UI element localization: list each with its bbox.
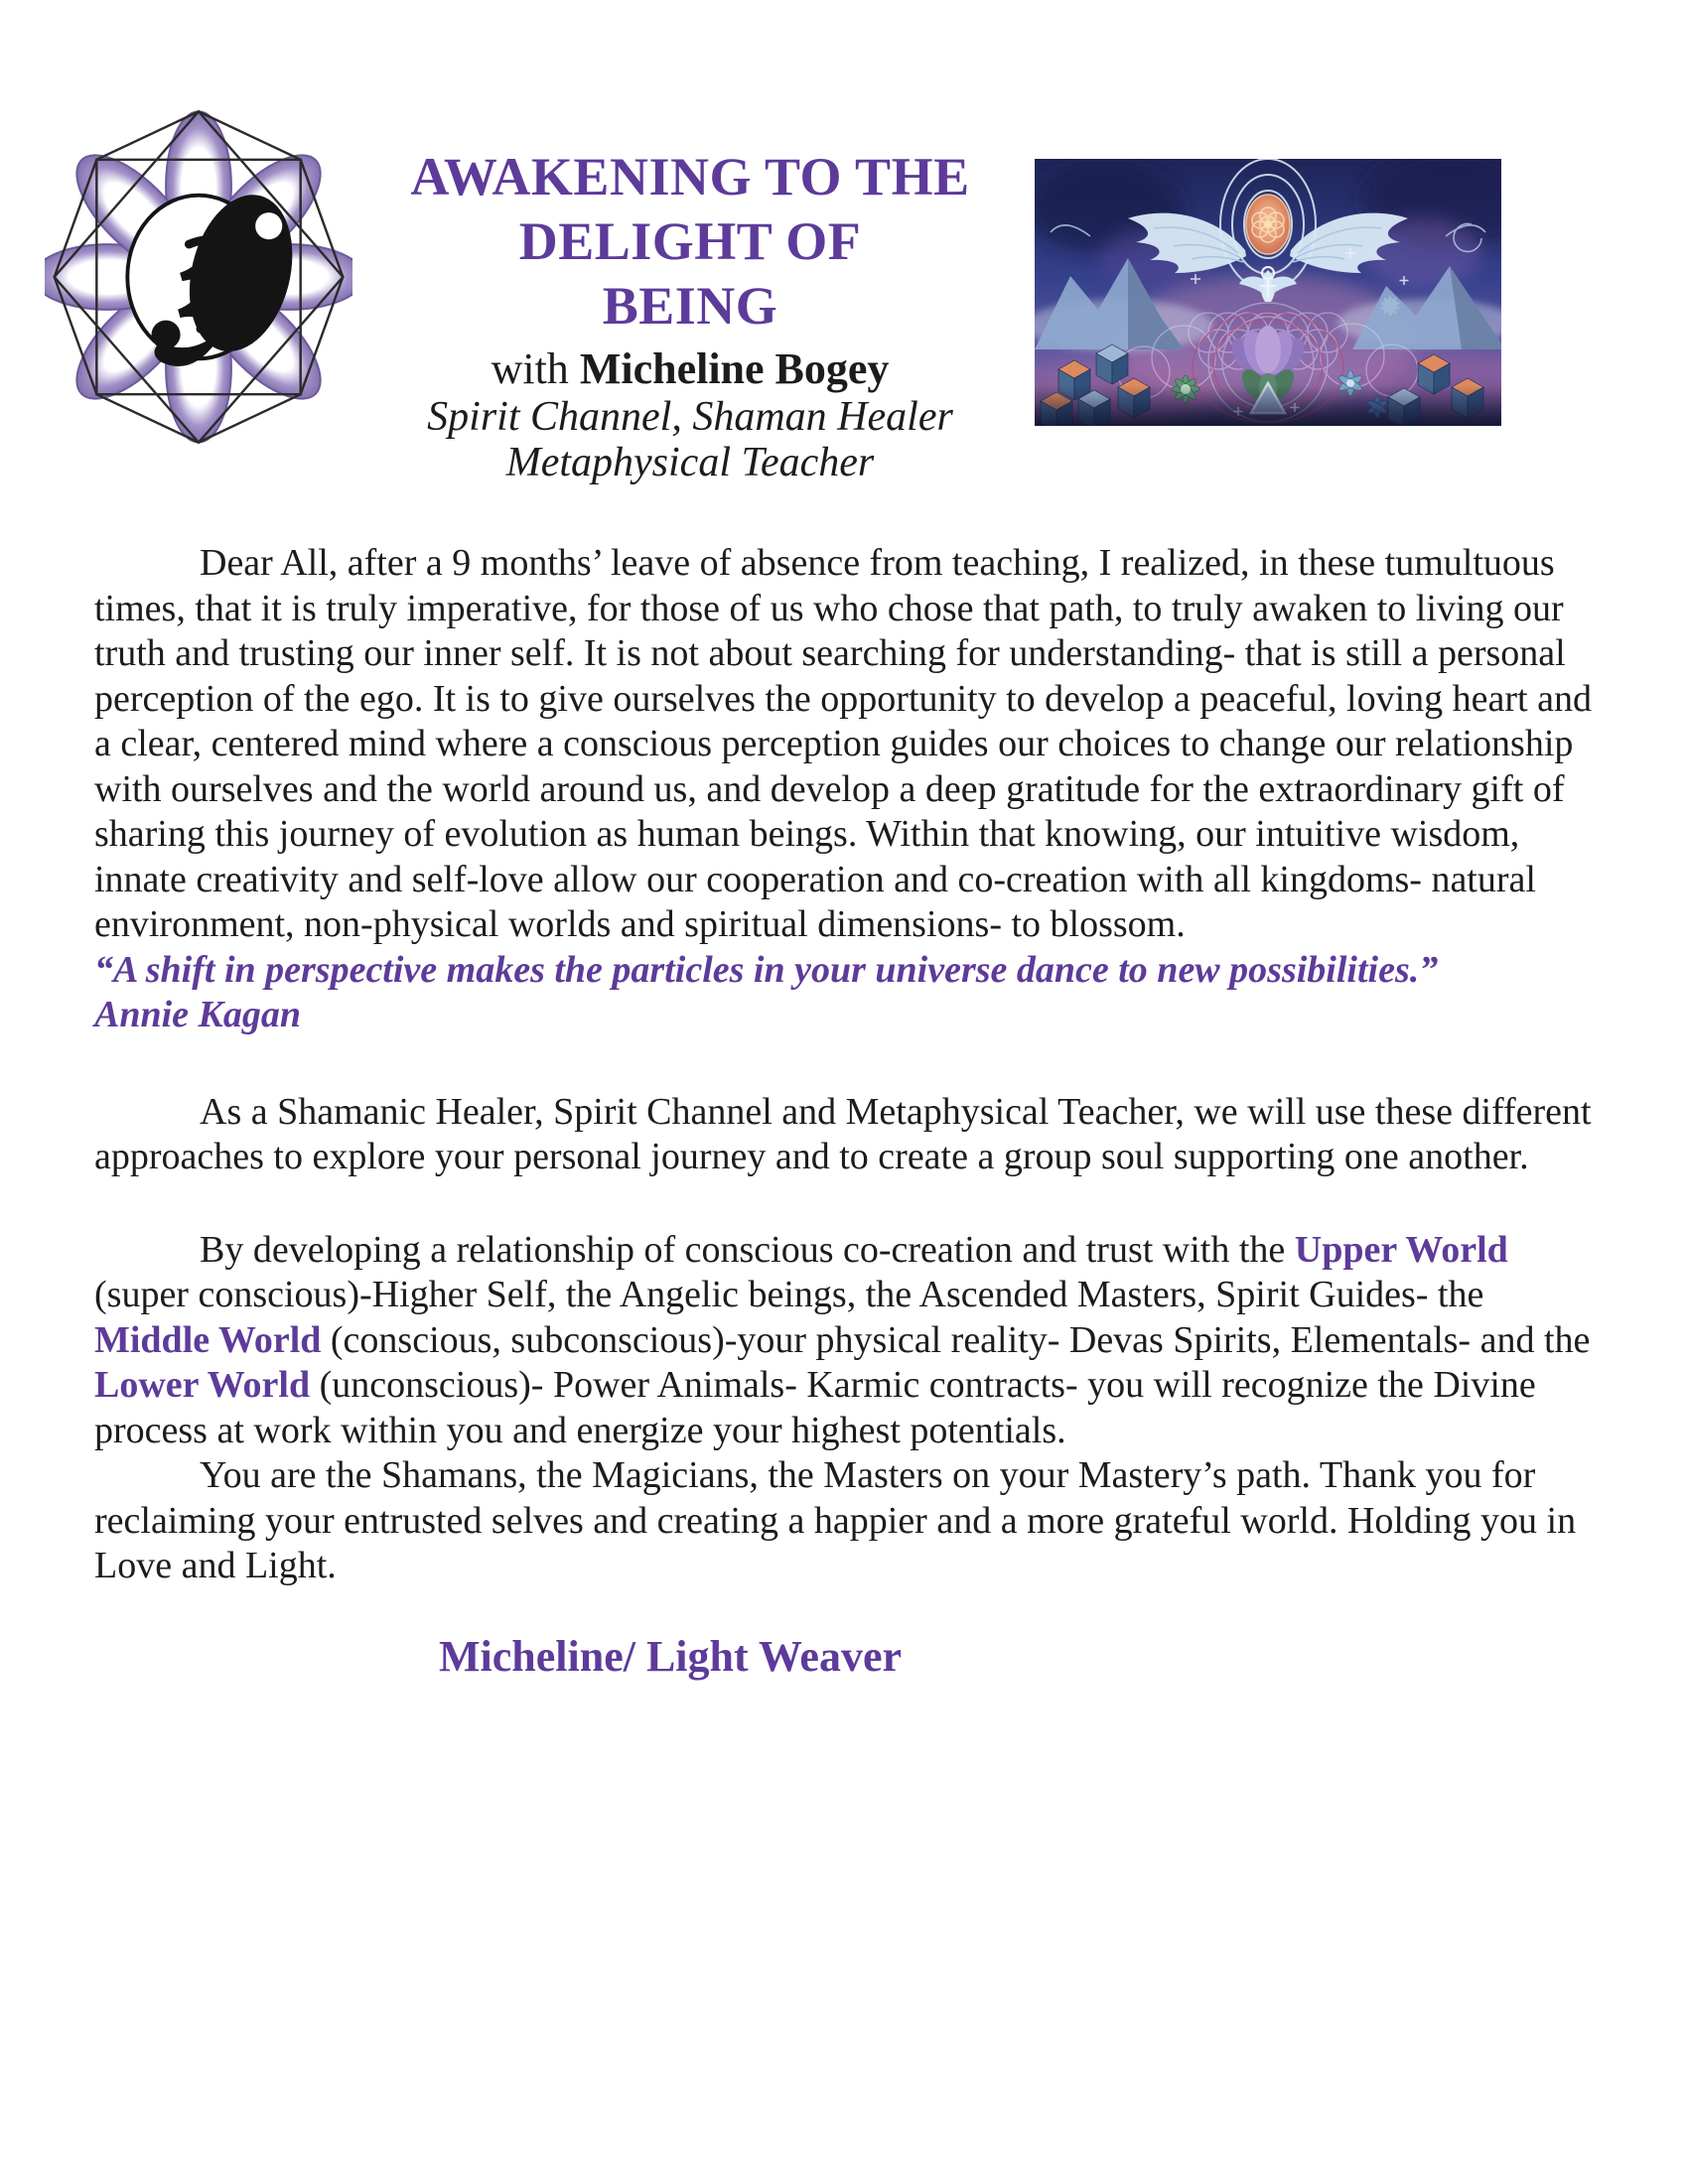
author-name: Micheline Bogey: [579, 344, 890, 393]
title-line-3: BEING: [602, 276, 778, 336]
byline: [367, 344, 1013, 394]
lotus-mandala-octagram-icon: [45, 102, 352, 452]
worlds-segment-3: (conscious, subconscious)-your physical reality- Devas Spirits, Elementals- and the: [321, 1318, 1591, 1361]
worlds-segment-2: (super conscious)-Higher Self, the Angelic beings, the Ascended Masters, Spirit Guides- the: [94, 1274, 1484, 1315]
paragraph-intro: Dear All, after a 9 months’ leave of absence from teaching, I realized, in these tumultuous times, that it is truly imperative, for those of us who chose that path, to truly awaken to living our truth and trusting our inner self. It is not about searching for understanding- that is still a personal perception of the ego. It is to give ourselves the opportunity to develop a peaceful, loving heart and a clear, centered mind where a conscious perception guides our choices to change our relationship with ourselves and the world around us, and develop a deep gratitude for the extraordinary gift of sharing this journey of evolution as human beings. Within that knowing, our intuitive wisdom, innate creativity and self-love allow our cooperation and co-creation with all kingdoms- natural environment, non-physical worlds and spiritual dimensions- to blossom.: [94, 542, 1592, 945]
worlds-segment-4: (unconscious)- Power Animals- Karmic contracts- you will recognize the Divine process at work within you and energize your highest potentials.: [94, 1364, 1536, 1451]
quote-text: “A shift in perspective makes the particles in your universe dance to new possibilities.”: [94, 948, 1439, 991]
header-artwork: [1035, 159, 1501, 426]
signature: Micheline/ Light Weaver: [439, 1631, 903, 1681]
page-title: [367, 145, 1013, 339]
title-line-2: DELIGHT OF: [518, 211, 862, 271]
middle-world-label: Middle World: [94, 1318, 322, 1361]
byline-prefix: with: [491, 344, 580, 393]
subtitle-role-2: Metaphysical Teacher: [505, 440, 875, 485]
paragraph-approaches: As a Shamanic Healer, Spirit Channel and Metaphysical Teacher, we will use these different approaches to explore your personal journey and to create a group soul supporting one another.: [94, 1090, 1592, 1177]
quote-author: Annie Kagan: [94, 994, 302, 1035]
lower-world-label: Lower World: [94, 1364, 311, 1406]
letter-body: [94, 541, 1608, 1683]
title-line-1: AWAKENING TO THE: [410, 147, 970, 206]
lotus-mandala-logo: [45, 102, 352, 452]
subtitle-roles: Spirit Channel, Shaman Healer: [427, 394, 953, 440]
paragraph-closing: You are the Shamans, the Magicians, the Masters on your Mastery’s path. Thank you for reclaiming your entrusted selves and creating a happier and a more grateful world. Holding you in Love and Light.: [94, 1454, 1577, 1586]
visionary-winged-mandala-image: [1035, 159, 1501, 426]
paragraph-worlds: [94, 1228, 1608, 1454]
title-block: [367, 145, 1013, 485]
upper-world-label: Upper World: [1294, 1228, 1508, 1271]
worlds-segment-1: By developing a relationship of conscious co-creation and trust with the: [200, 1228, 1295, 1271]
